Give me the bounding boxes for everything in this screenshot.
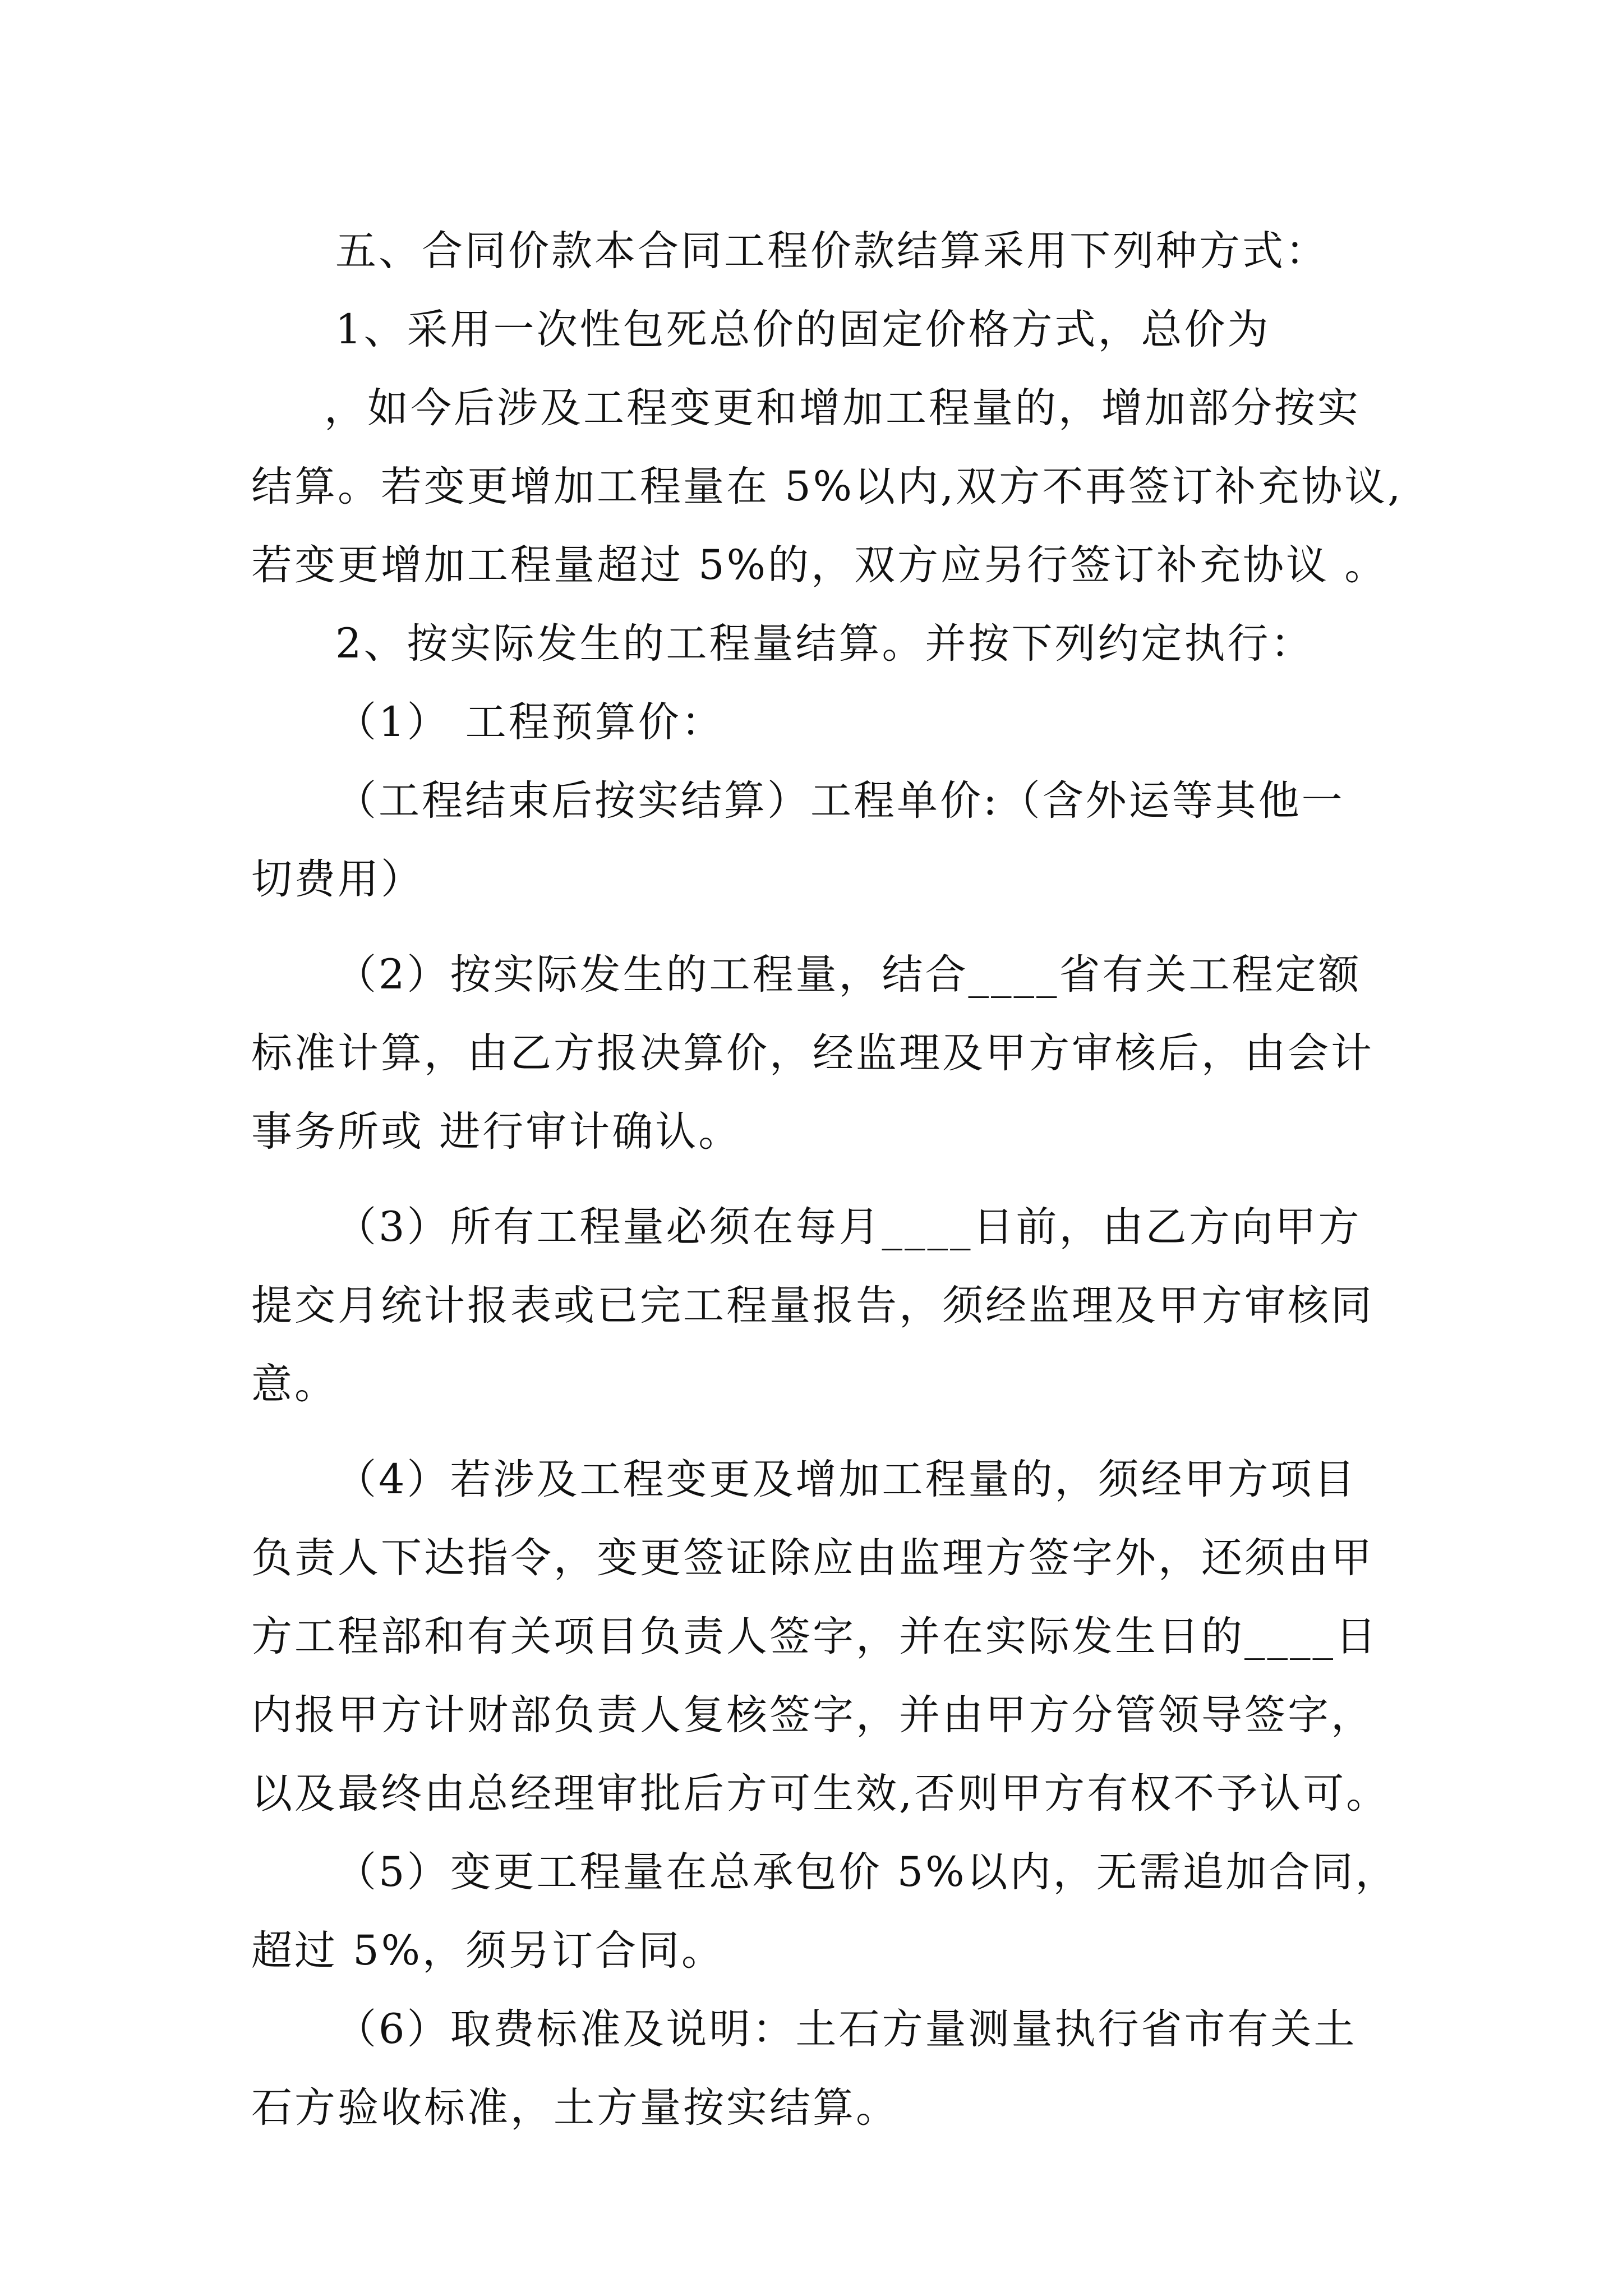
paragraph-line: 内报甲方计财部负责人复核签字，并由甲方分管领导签字， bbox=[251, 1691, 1374, 1739]
paragraph-line: （6）取费标准及说明：土石方量测量执行省市有关土 bbox=[335, 2005, 1357, 2053]
paragraph-line: 事务所或 进行审计确认。 bbox=[251, 1108, 742, 1156]
paragraph-line: 石方验收标准，土方量按实结算。 bbox=[251, 2084, 899, 2132]
document-body bbox=[251, 212, 1401, 2147]
paragraph-line: 若变更增加工程量超过 5%的，双方应另行签订补充协议 。 bbox=[251, 541, 1388, 589]
paragraph-line: 切费用） bbox=[251, 855, 424, 903]
paragraph-line: ，如今后涉及工程变更和增加工程量的，增加部分按实 bbox=[324, 384, 1361, 432]
paragraph-line: 1、采用一次性包死总价的固定价格方式，总价为 bbox=[335, 306, 1271, 353]
paragraph-line: 标准计算，由乙方报决算价，经监理及甲方审核后，由会计 bbox=[251, 1029, 1374, 1077]
section-heading: 五、合同价款本合同工程价款结算采用下列种方式： bbox=[335, 227, 1329, 275]
paragraph-line: 意。 bbox=[251, 1360, 338, 1408]
paragraph-line: 2、按实际发生的工程量结算。并按下列约定执行： bbox=[335, 620, 1314, 668]
paragraph-line: 提交月统计报表或已完工程量报告，须经监理及甲方审核同 bbox=[251, 1282, 1374, 1329]
paragraph-line: （2）按实际发生的工程量，结合____省有关工程定额 bbox=[335, 951, 1362, 999]
paragraph-line: 超过 5%，须另订合同。 bbox=[251, 1927, 725, 1975]
paragraph-line: （1） 工程预算价： bbox=[335, 698, 725, 746]
paragraph-line: （工程结束后按实结算）工程单价:（含外运等其他一 bbox=[335, 777, 1345, 825]
paragraph-line: 负责人下达指令，变更签证除应由监理方签字外，还须由甲 bbox=[251, 1534, 1374, 1582]
paragraph-line: 以及最终由总经理审批后方可生效,否则甲方有权不予认可。 bbox=[251, 1770, 1390, 1818]
paragraph-line: （5）变更工程量在总承包价 5%以内，无需追加合同， bbox=[335, 1848, 1399, 1896]
paragraph-line: 方工程部和有关项目负责人签字，并在实际发生日的____日 bbox=[251, 1613, 1378, 1660]
paragraph-line: 结算。若变更增加工程量在 5%以内,双方不再签订补充协议, bbox=[251, 463, 1403, 510]
paragraph-line: （4）若涉及工程变更及增加工程量的，须经甲方项目 bbox=[335, 1456, 1357, 1503]
paragraph-line: （3）所有工程量必须在每月____日前，由乙方向甲方 bbox=[335, 1203, 1362, 1251]
